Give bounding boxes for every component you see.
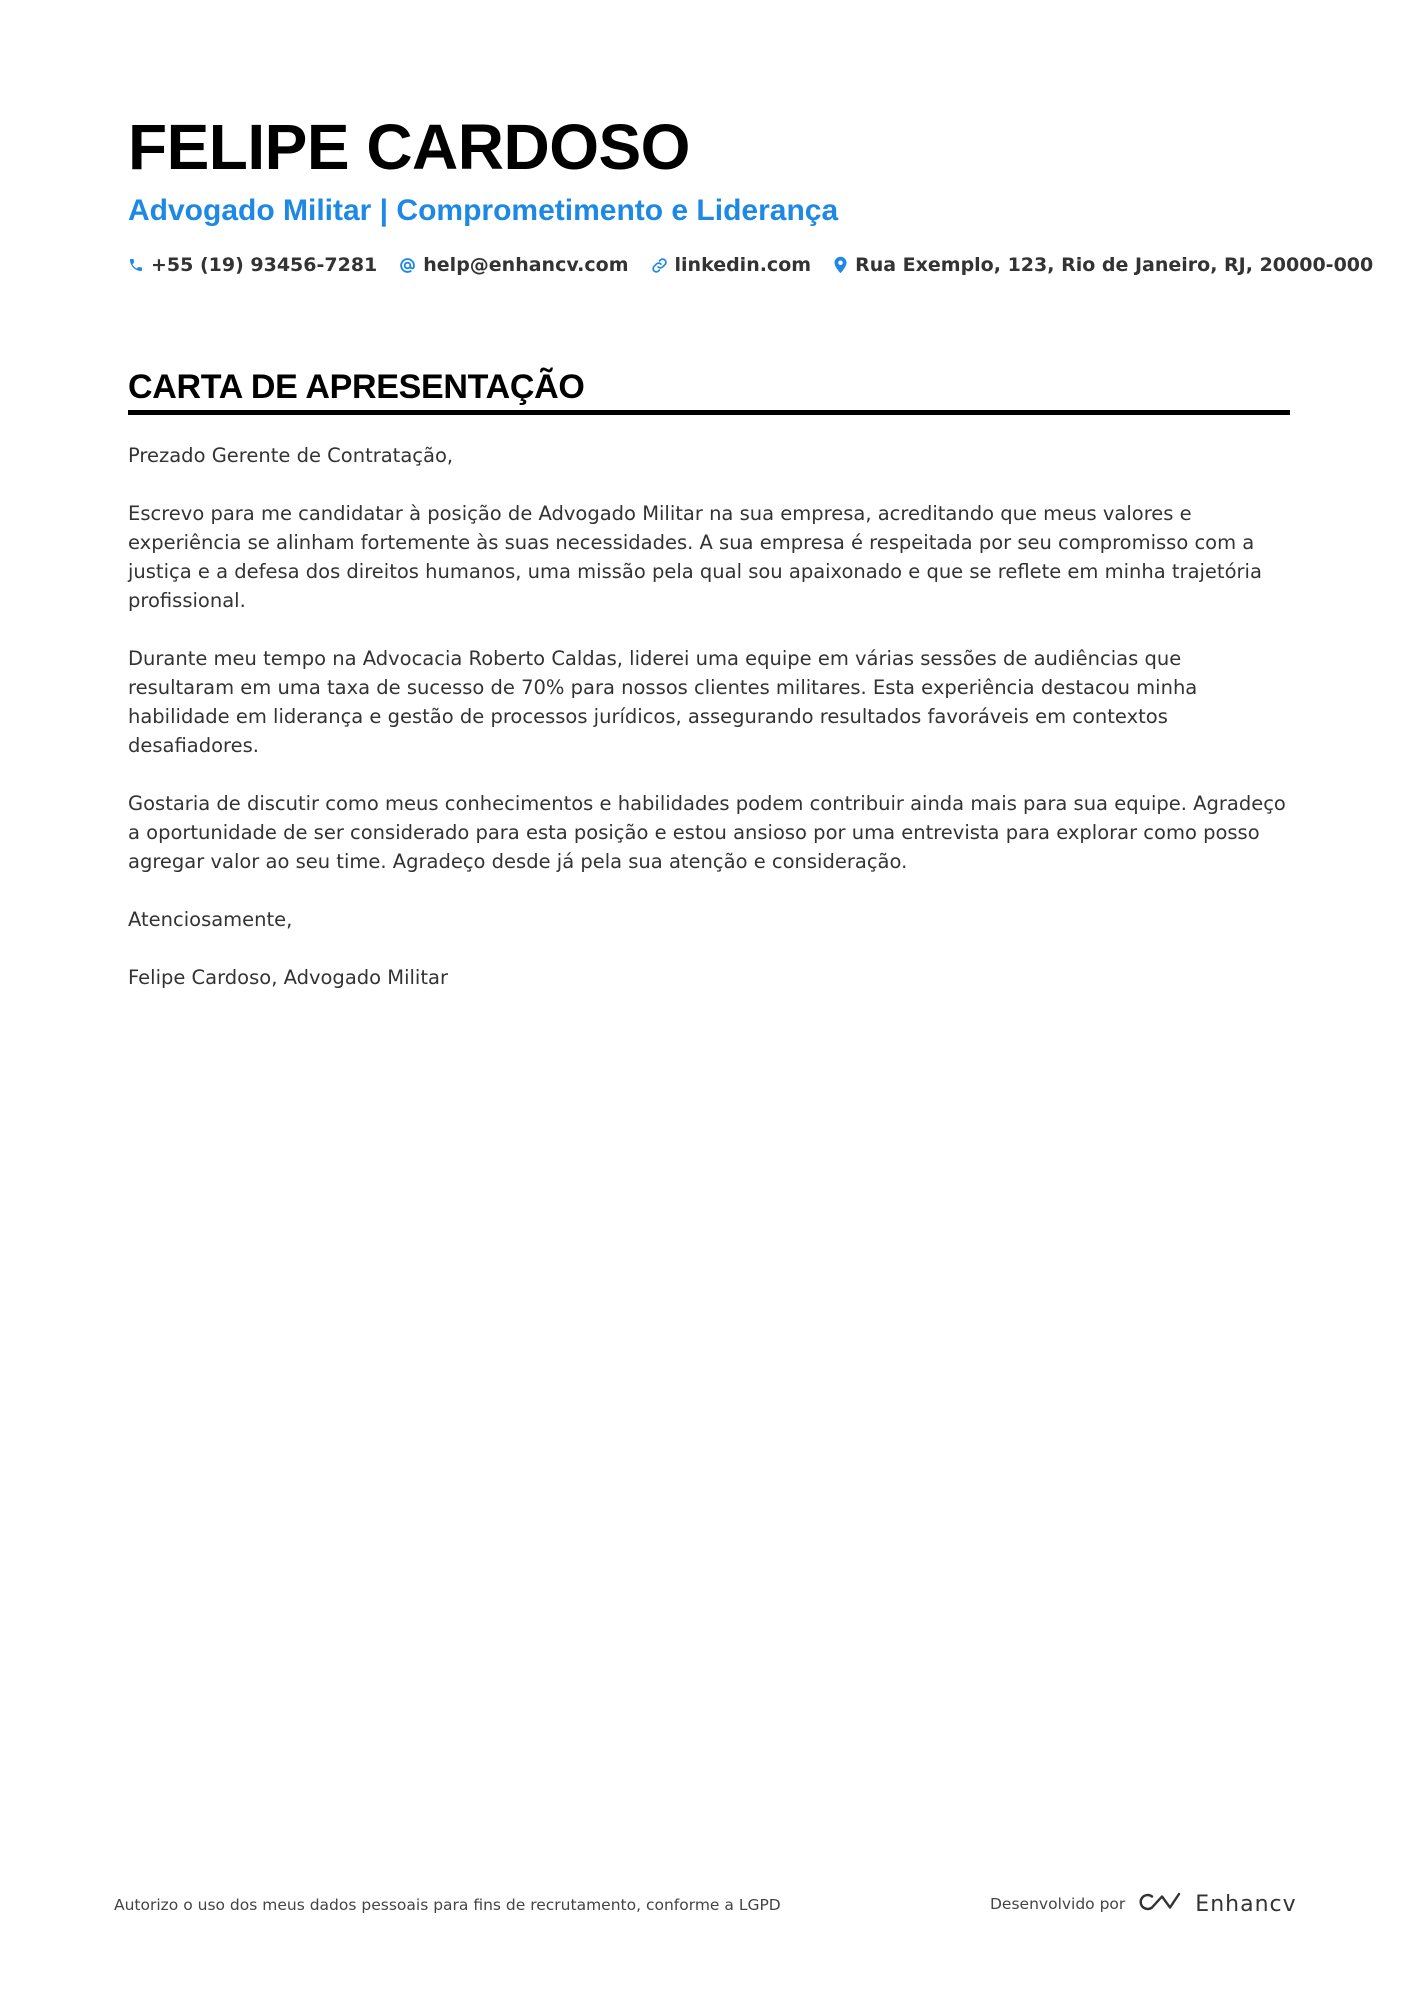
phone-text: +55 (19) 93456-7281 (151, 254, 378, 276)
contact-address (833, 254, 1373, 276)
letter-greeting: Prezado Gerente de Contratação, (128, 444, 454, 467)
candidate-name: FELIPE CARDOSO (128, 111, 690, 183)
letter-body (128, 441, 1288, 1021)
enhancv-brand-name: Enhancv (1195, 1891, 1297, 1917)
letter-paragraph: Gostaria de discutir como meus conhecimentos e habilidades podem contribuir ainda mais para sua equipe. Agradeço a oportunidade de ser considerado para esta posição e estou ansioso por uma entrevista para explorar como posso agregar valor ao seu time. Agradeço desde já pela sua atenção e consideração. (128, 792, 1286, 873)
section-divider (128, 410, 1290, 415)
candidate-headline: Advogado Militar | Comprometimento e Liderança (128, 194, 839, 227)
letter-paragraph: Escrevo para me candidatar à posição de Advogado Militar na sua empresa, acreditando que meus valores e experiência se alinham fortemente às suas necessidades. A sua empresa é respeitada por seu compromisso com a justiça e a defesa dos direitos humanos, uma missão pela qual sou apaixonado e que se reflete em minha trajetória profissional. (128, 502, 1262, 612)
header (128, 111, 1374, 276)
contact-bar (128, 254, 1374, 276)
consent-note: Autorizo o uso dos meus dados pessoais para fins de recrutamento, conforme a LGPD (114, 1896, 781, 1914)
linkedin-text: linkedin.com (674, 254, 812, 276)
contact-linkedin[interactable] (651, 254, 812, 276)
contact-email[interactable] (399, 254, 628, 276)
letter-closing: Atenciosamente, (128, 908, 293, 931)
enhancv-logo-icon (1137, 1890, 1183, 1918)
contact-phone[interactable] (128, 254, 377, 276)
section-title: CARTA DE APRESENTAÇÃO (128, 368, 585, 406)
powered-by-label: Desenvolvido por (990, 1895, 1126, 1913)
at-icon (399, 257, 416, 274)
letter-paragraph: Durante meu tempo na Advocacia Roberto Caldas, liderei uma equipe em várias sessões de audiências que resultaram em uma taxa de sucesso de 70% para nossos clientes militares. Esta experiência destacou minha habilidade em liderança e gestão de processos jurídicos, assegurando resultados favoráveis em contextos desafiadores. (128, 647, 1198, 757)
location-pin-icon (833, 256, 848, 274)
phone-icon (128, 257, 144, 273)
link-icon (651, 257, 668, 274)
email-text: help@enhancv.com (423, 254, 629, 276)
powered-by[interactable] (990, 1890, 1297, 1918)
address-text: Rua Exemplo, 123, Rio de Janeiro, RJ, 20000-000 (855, 254, 1374, 276)
letter-signature: Felipe Cardoso, Advogado Militar (128, 966, 448, 989)
